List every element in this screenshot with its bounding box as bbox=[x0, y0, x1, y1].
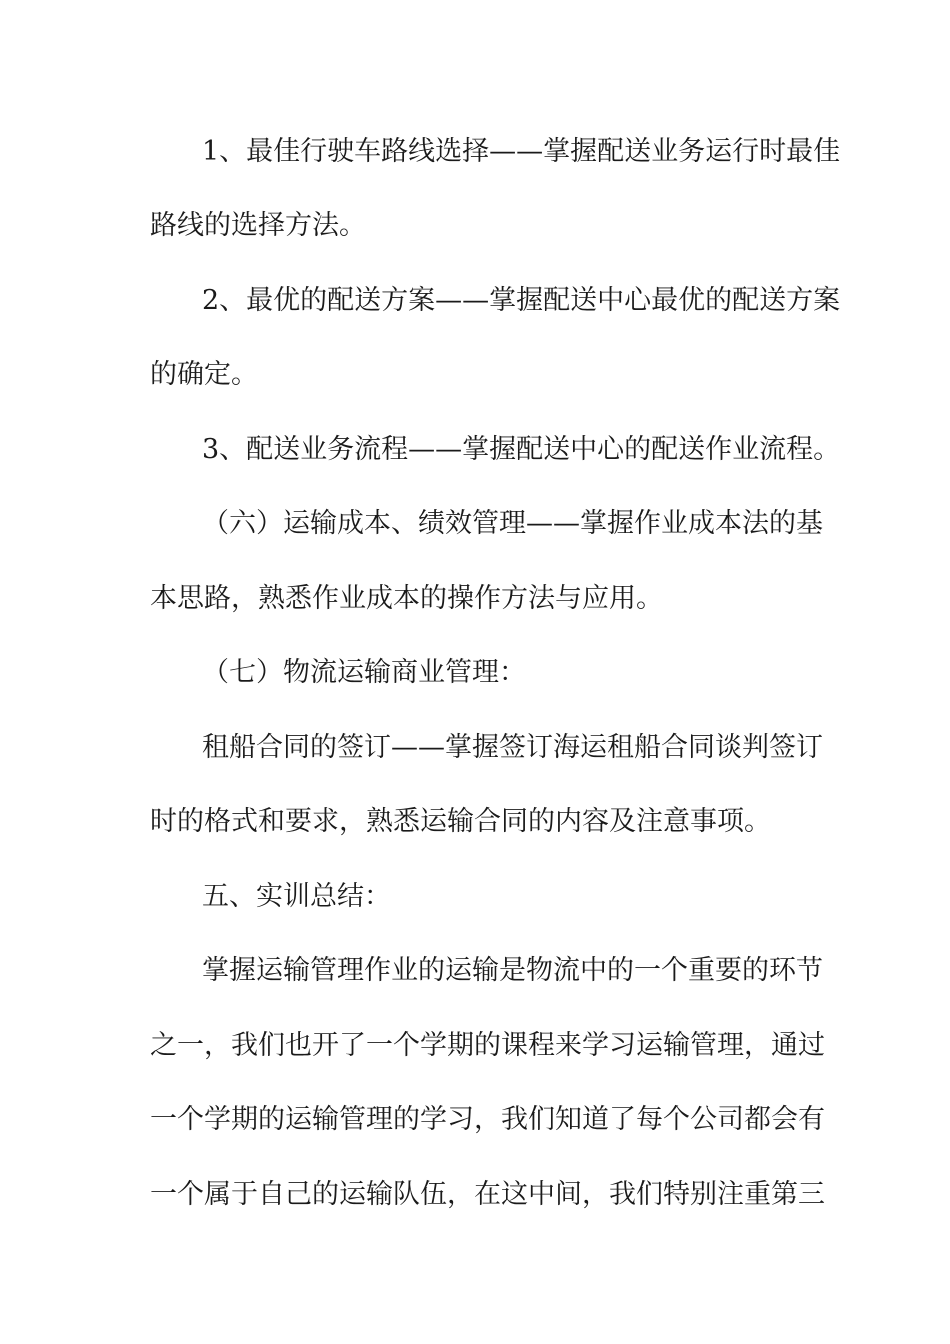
section-heading-summary: 五、实训总结： bbox=[202, 881, 391, 912]
paragraph-2-line-1: 2、最优的配送方案——掌握配送中心最优的配送方案 bbox=[202, 285, 841, 316]
paragraph-4-line-2: 本思路，熟悉作业成本的操作方法与应用。 bbox=[150, 583, 663, 614]
paragraph-6-line-2: 时的格式和要求，熟悉运输合同的内容及注意事项。 bbox=[150, 806, 771, 837]
paragraph-7-line-2: 之一，我们也开了一个学期的课程来学习运输管理，通过 bbox=[150, 1030, 825, 1061]
paragraph-6-line-1: 租船合同的签订——掌握签订海运租船合同谈判签订 bbox=[202, 732, 823, 763]
paragraph-3-line-1: 3、配送业务流程——掌握配送中心的配送作业流程。 bbox=[202, 434, 841, 465]
paragraph-1-line-2: 路线的选择方法。 bbox=[150, 210, 366, 241]
paragraph-1-line-1: 1、最佳行驶车路线选择——掌握配送业务运行时最佳 bbox=[202, 136, 841, 167]
paragraph-7-line-3: 一个学期的运输管理的学习，我们知道了每个公司都会有 bbox=[150, 1104, 825, 1135]
paragraph-4-line-1: （六）运输成本、绩效管理——掌握作业成本法的基 bbox=[202, 508, 823, 539]
paragraph-5-heading: （七）物流运输商业管理： bbox=[202, 657, 526, 688]
paragraph-7-line-1: 掌握运输管理作业的运输是物流中的一个重要的环节 bbox=[202, 955, 823, 986]
paragraph-7-line-4: 一个属于自己的运输队伍，在这中间，我们特别注重第三 bbox=[150, 1179, 825, 1210]
paragraph-2-line-2: 的确定。 bbox=[150, 359, 258, 390]
